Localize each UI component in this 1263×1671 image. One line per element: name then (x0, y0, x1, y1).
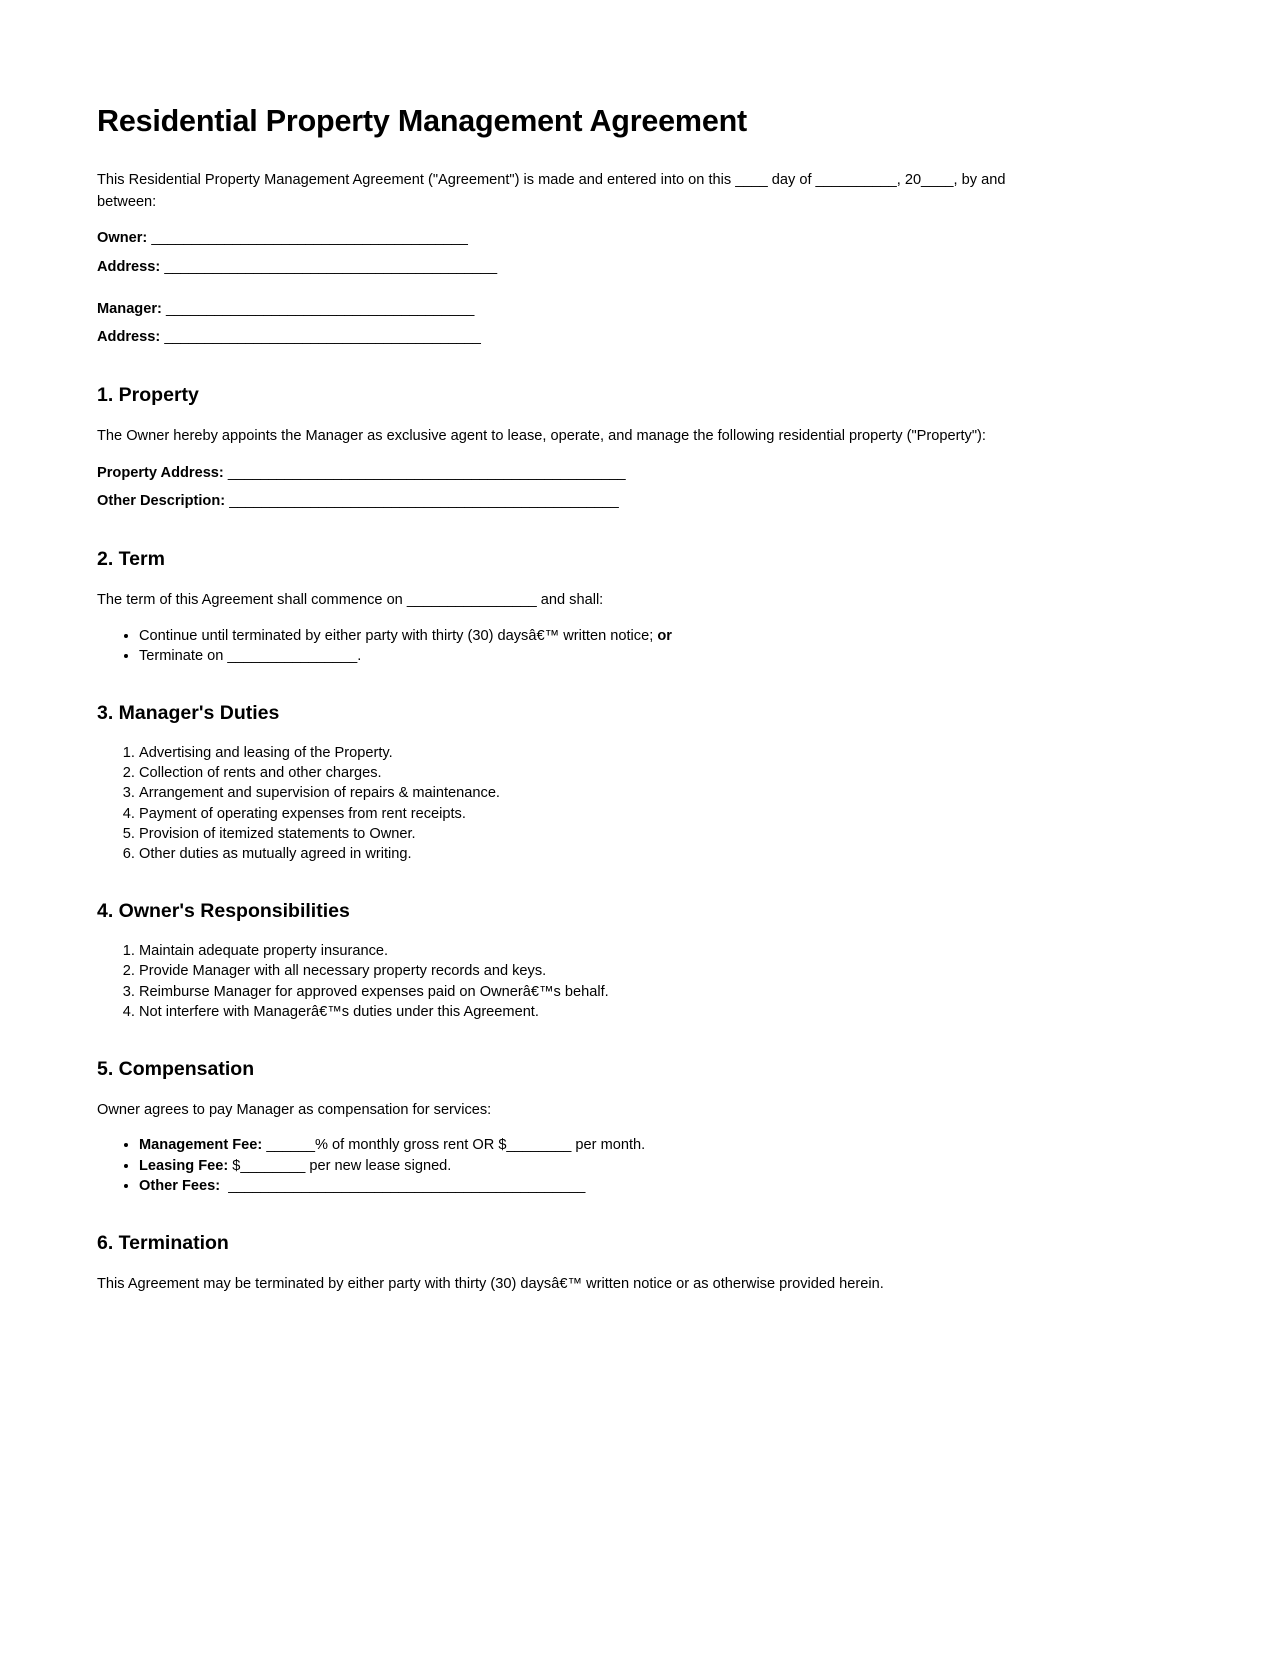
list-item (139, 1176, 1039, 1196)
section-heading-term: 2. Term (97, 548, 165, 570)
other-description-line (97, 490, 1039, 512)
management-fee-value: ______% of monthly gross rent OR $________ per month. (262, 1137, 646, 1154)
list-item: 4. Not interfere with Managerâ€™s duties under this Agreement. (139, 1002, 1039, 1022)
term-bullet-list (97, 626, 1039, 666)
list-item: 1. Advertising and leasing of the Property. (139, 743, 1039, 763)
page-title: Residential Property Management Agreement (97, 104, 747, 138)
managers-duties-list (97, 743, 1039, 864)
party-manager-address-line (97, 326, 1039, 348)
other-fees-value: ____________________________________________ (220, 1177, 586, 1194)
party-manager-address-rule: _______________________________________ (164, 328, 481, 345)
list-item (139, 646, 1039, 666)
parties-spacer (97, 284, 1039, 298)
list-item (139, 1135, 1039, 1155)
other-description-rule: ________________________________________________ (229, 492, 619, 509)
section-heading-termination: 6. Termination (97, 1231, 229, 1254)
list-item: 3. Arrangement and supervision of repairs & maintenance. (139, 783, 1039, 803)
property-address-rule: _________________________________________________ (227, 464, 626, 481)
leasing-fee-value: $________ per new lease signed. (228, 1157, 452, 1174)
list-item: 6. Other duties as mutually agreed in writing. (139, 844, 1039, 864)
compensation-fee-list (97, 1135, 1039, 1195)
other-fees-label: Other Fees: (139, 1177, 221, 1194)
party-manager-line (97, 298, 1039, 320)
property-address-label: Property Address: (97, 464, 224, 481)
parties-block (97, 227, 1039, 348)
section-property-fields (97, 462, 1039, 512)
document-content (97, 104, 1039, 1309)
other-description-label: Other Description: (97, 492, 226, 509)
management-fee-label: Management Fee: (139, 1137, 263, 1154)
list-item: 2. Collection of rents and other charges. (139, 763, 1039, 783)
section-heading-owners-responsibilities: 4. Owner's Responsibilities (97, 899, 350, 922)
list-item (139, 1156, 1039, 1176)
list-item: 5. Provision of itemized statements to Owner. (139, 824, 1039, 844)
list-item: 4. Payment of operating expenses from rent receipts. (139, 804, 1039, 824)
section-termination-paragraph: This Agreement may be terminated by either party with thirty (30) daysâ€™ written notice or as otherwise provided herein. (97, 1276, 884, 1293)
list-item: 2. Provide Manager with all necessary property records and keys. (139, 961, 1039, 981)
owners-responsibilities-list (97, 941, 1039, 1022)
party-manager-label: Manager: (97, 300, 162, 317)
intro-paragraph: This Residential Property Management Agreement ("Agreement") is made and entered into on this ____ day of __________, 20____, by and between: (97, 172, 1006, 211)
section-heading-managers-duties: 3. Manager's Duties (97, 701, 280, 724)
term-bullet-text: Terminate on ________________. (139, 647, 362, 664)
party-owner-line (97, 227, 1039, 249)
section-property-paragraph: The Owner hereby appoints the Manager as exclusive agent to lease, operate, and manage the following residential property ("Property"): (97, 428, 986, 445)
list-item: 3. Reimburse Manager for approved expenses paid on Ownerâ€™s behalf. (139, 982, 1039, 1002)
term-bullet-text: Continue until terminated by either party with thirty (30) daysâ€™ written notice; (139, 627, 658, 644)
party-owner-address-rule: _________________________________________ (164, 258, 498, 275)
list-item: 1. Maintain adequate property insurance. (139, 941, 1039, 961)
term-bullet-bold-tail: or (657, 627, 672, 644)
party-owner-address-label: Address: (97, 258, 161, 275)
section-heading-property: 1. Property (97, 384, 199, 407)
section-compensation-paragraph: Owner agrees to pay Manager as compensation for services: (97, 1102, 492, 1119)
list-item (139, 626, 1039, 646)
party-owner-label: Owner: (97, 230, 148, 247)
section-heading-compensation: 5. Compensation (97, 1057, 255, 1080)
party-manager-address-label: Address: (97, 328, 161, 345)
leasing-fee-label: Leasing Fee: (139, 1157, 229, 1174)
party-manager-rule: ______________________________________ (165, 300, 475, 317)
party-owner-address-line (97, 256, 1039, 278)
property-address-line (97, 462, 1039, 484)
party-owner-rule: _______________________________________ (151, 230, 468, 247)
section-term-paragraph: The term of this Agreement shall commence on ________________ and shall: (97, 592, 604, 609)
